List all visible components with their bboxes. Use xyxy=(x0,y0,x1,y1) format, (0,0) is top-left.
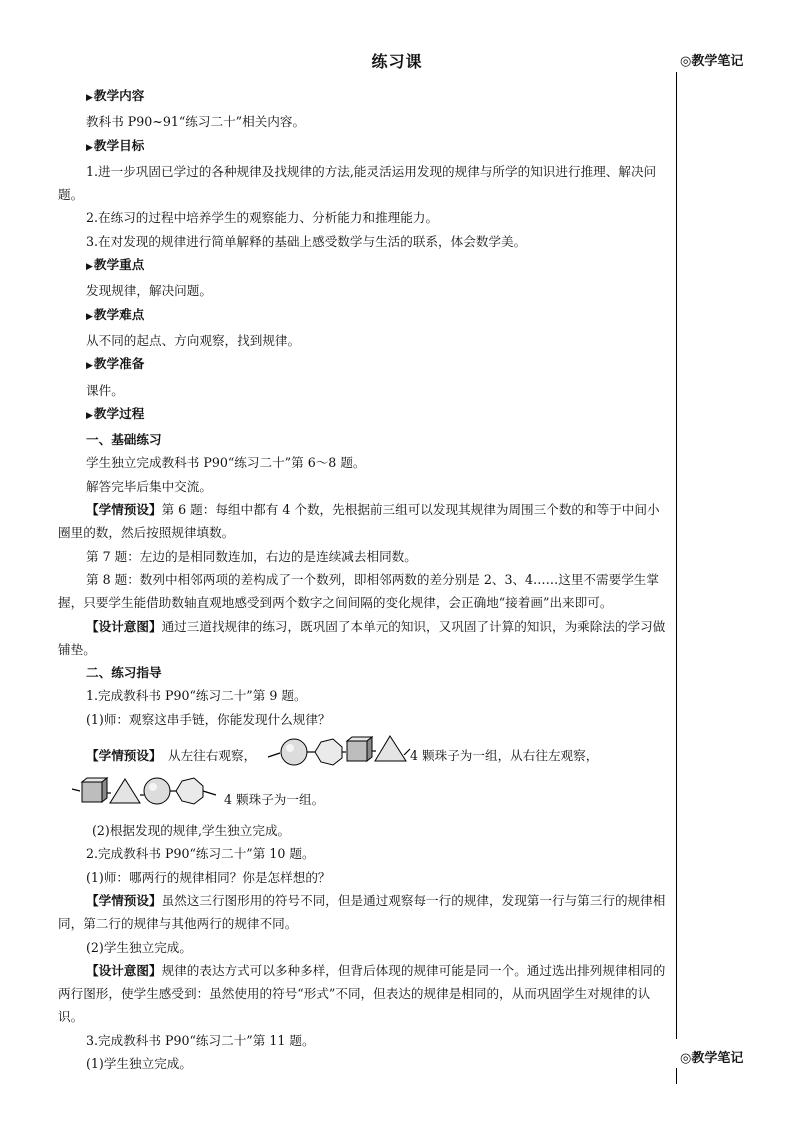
paragraph: 学生独立完成教科书 P90“练习二十”第 6～8 题。 xyxy=(86,455,366,471)
page-title: 练习课 xyxy=(371,52,423,71)
lesson-body xyxy=(58,84,670,1075)
margin-divider xyxy=(676,72,677,1039)
paragraph: 第 6 题：每组中都有 4 个数，先根据前三组可以发现其规律为周围三个数的和等于中间小圈里的数，然后按照规律填数。 xyxy=(58,502,660,541)
bracelet-beads-reversed-icon xyxy=(70,769,220,813)
goal-item: 1.进一步巩固已学过的各种规律及找规律的方法,能灵活运用发现的规律与所学的知识进行推理、解决问题。 xyxy=(58,163,657,203)
triangle-marker-icon: ▶ xyxy=(86,93,93,103)
part-heading: 二、练习指导 xyxy=(86,665,162,681)
margin-note-label-bottom: ◎教学笔记 xyxy=(680,1051,744,1066)
triangle-marker-icon: ▶ xyxy=(86,311,93,322)
margin-note-label: ◎教学笔记 xyxy=(680,54,744,69)
margin-divider-bottom xyxy=(676,1068,677,1084)
content-text: 教科书 P90~91“练习二十”相关内容。 xyxy=(86,114,306,130)
paragraph: 规律的表达方式可以多种多样，但背后体现的规律可能是同一个。通过选出排列规律相同的两行图形，使学生感受到：虽然使用的符号“形式”不同，但表达的规律是相同的，从而巩固学生对规律的认识。 xyxy=(58,962,666,1025)
paragraph: 通过三道找规律的练习，既巩固了本单元的知识，又巩固了计算的知识，为乘除法的学习做铺垫。 xyxy=(58,618,666,657)
difficulty-text: 从不同的起点、方向观察，找到规律。 xyxy=(86,332,301,348)
paragraph: (1)师：哪两行的规律相同？你是怎样想的？ xyxy=(86,869,331,885)
paragraph: 3.完成教科书 P90“练习二十”第 11 题。 xyxy=(86,1032,315,1048)
section-heading: ▶教学内容 xyxy=(86,88,145,103)
key-text: 发现规律，解决问题。 xyxy=(86,283,212,299)
paragraph: (2)根据发现的规律,学生独立完成。 xyxy=(92,823,291,839)
triangle-marker-icon: ▶ xyxy=(86,262,93,273)
bracelet-row-2 xyxy=(58,775,670,819)
paragraph: 2.完成教科书 P90“练习二十”第 10 题。 xyxy=(86,846,315,862)
tag-label: 【设计意图】 xyxy=(86,962,162,978)
section-heading: ▶教学准备 xyxy=(86,356,145,372)
part-heading: 一、基础练习 xyxy=(86,432,162,448)
section-heading: ▶教学过程 xyxy=(86,405,145,421)
tag-label: 【设计意图】 xyxy=(86,618,162,634)
paragraph: 第 8 题：数列中相邻两项的差构成了一个数列，即相邻两数的差分别是 2、3、4……这里不需要学生掌握，只要学生能借助数轴直观地感受到两个数字之间间隔的变化规律，会正确地“接着画”出来即可。 xyxy=(58,571,659,611)
paragraph: 虽然这三行图形用的符号不同，但是通过观察每一行的规律，发现第一行与第三行的规律相同，第二行的规律与其他两行的规律不同。 xyxy=(58,892,666,932)
triangle-marker-icon: ▶ xyxy=(86,410,93,421)
observation-text: 4 颗珠子为一组。 xyxy=(224,792,325,808)
section-heading: ▶教学重点 xyxy=(86,257,145,273)
paragraph: 第 7 题：左边的是相同数连加，右边的是连续减去相同数。 xyxy=(86,548,417,564)
tag-label: 【学情预设】 xyxy=(86,502,162,518)
goal-item: 3.在对发现的规律进行简单解释的基础上感受数学与生活的联系，体会数学美。 xyxy=(86,233,527,249)
paragraph: 解答完毕后集中交流。 xyxy=(86,478,212,494)
prep-text: 课件。 xyxy=(86,382,124,398)
bracelet-beads-icon xyxy=(266,731,411,775)
observation-text: 4 颗珠子为一组，从右往左观察， xyxy=(410,748,599,764)
tag-label: 【学情预设】 xyxy=(86,892,162,908)
observation-text: 从左往右观察， xyxy=(168,748,257,764)
section-heading: ▶教学目标 xyxy=(86,137,145,153)
triangle-marker-icon: ▶ xyxy=(86,142,93,153)
tag-label: 【学情预设】 xyxy=(86,748,162,764)
goal-item: 2.在练习的过程中培养学生的观察能力、分析能力和推理能力。 xyxy=(86,210,439,226)
paragraph: 1.完成教科书 P90“练习二十”第 9 题。 xyxy=(86,688,307,704)
section-heading: ▶教学难点 xyxy=(86,306,145,322)
paragraph: (2)学生独立完成。 xyxy=(86,939,192,955)
triangle-marker-icon: ▶ xyxy=(86,361,93,372)
paragraph: (1)学生独立完成。 xyxy=(86,1055,192,1071)
paragraph: (1)师：观察这串手链，你能发现什么规律？ xyxy=(86,711,331,727)
